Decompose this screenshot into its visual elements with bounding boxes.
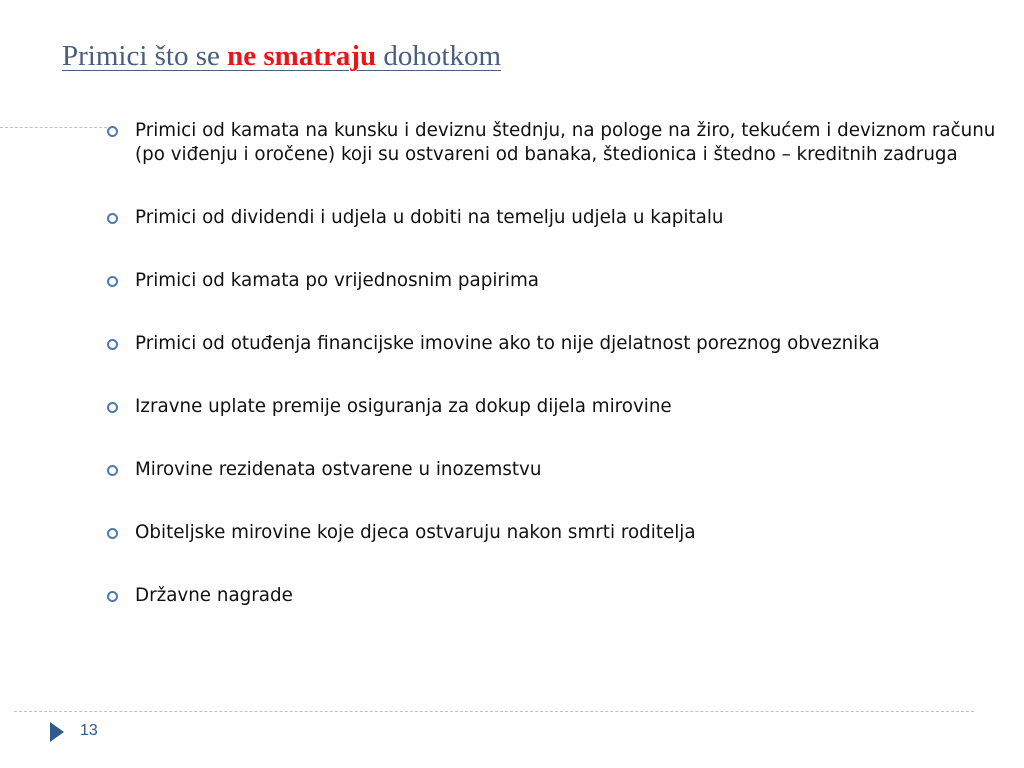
footer-divider (14, 711, 974, 712)
bullet-text: Državne nagrade (135, 585, 293, 606)
circle-bullet-icon (107, 339, 118, 350)
title-emphasis: ne smatraju (227, 40, 384, 72)
bullet-item (104, 395, 1012, 419)
title-text-end: dohotkom (383, 40, 502, 72)
circle-bullet-icon (107, 402, 118, 413)
bullet-text: Primici od dividendi i udjela u dobiti na temelju udjela u kapitalu (135, 207, 724, 228)
bullet-text: Obiteljske mirovine koje djeca ostvaruju nakon smrti roditelja (135, 522, 696, 543)
bullet-item (104, 269, 1012, 293)
top-divider (0, 127, 112, 128)
bullet-text: Primici od kamata na kunsku i deviznu štednju, na pologe na žiro, tekućem i deviznom računu (po viđenju i oročene) koji su ostvareni od banaka, štedionica i štedno – kreditnih zadruga (135, 120, 996, 165)
circle-bullet-icon (107, 126, 118, 137)
circle-bullet-icon (107, 276, 118, 287)
circle-bullet-icon (107, 465, 118, 476)
bullet-text: Primici od otuđenja financijske imovine ako to nije djelatnost poreznog obveznika (135, 333, 880, 354)
bullet-item (104, 119, 1012, 167)
bullet-text: Izravne uplate premije osiguranja za dokup dijela mirovine (135, 396, 672, 417)
play-arrow-icon (50, 722, 64, 742)
slide-title (62, 36, 501, 76)
page-number: 13 (80, 722, 98, 739)
bullet-item (104, 584, 1012, 608)
circle-bullet-icon (107, 591, 118, 602)
bullet-item (104, 521, 1012, 545)
title-text-start: Primici što se (62, 40, 228, 72)
circle-bullet-icon (107, 528, 118, 539)
bullet-item (104, 332, 1012, 356)
bullet-list (104, 119, 1012, 608)
bullet-text: Mirovine rezidenata ostvarene u inozemstvu (135, 459, 542, 480)
bullet-item (104, 206, 1012, 230)
circle-bullet-icon (107, 213, 118, 224)
bullet-text: Primici od kamata po vrijednosnim papirima (135, 270, 540, 291)
bullet-item (104, 458, 1012, 482)
